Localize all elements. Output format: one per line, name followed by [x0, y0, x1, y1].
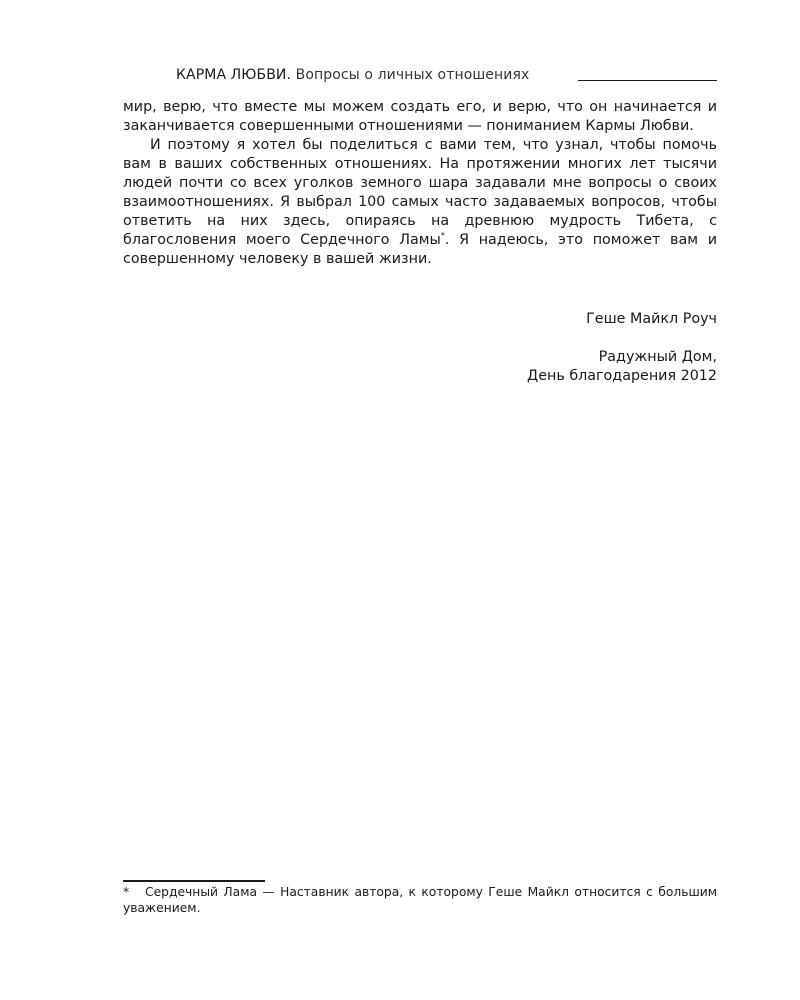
signature-place: Радужный Дом, [598, 349, 717, 365]
signature-author: Геше Майкл Роуч [586, 311, 717, 327]
footnote [123, 884, 717, 916]
running-head-rule [578, 80, 717, 81]
footnote-mark: * [123, 885, 130, 899]
footnote-text: Сердечный Лама — Наставник автора, к которому Геше Майкл относится с большим уважением. [123, 885, 717, 915]
paragraph-1: мир, верю, что вместе мы можем создать его, и верю, что он начинается и заканчивается совершенными отношениями — пониманием Кармы Любви. [123, 99, 717, 134]
paragraph-2-part-2: . Я надеюсь, это поможет вам и совершенному человеку в вашей жизни. [123, 232, 717, 267]
running-head [176, 66, 529, 84]
signature-date: День благодарения 2012 [527, 368, 717, 384]
footnote-reference: * [440, 231, 445, 240]
book-title: КАРМА ЛЮБВИ [176, 67, 287, 83]
paragraph-2-part-1: И поэтому я хотел бы поделиться с вами тем, что узнал, чтобы помочь вам в ваших собственных отношениях. На протяжении многих лет тысячи людей почти со всех уголков земного шара задавали мне вопросы о своих взаимоотношениях. Я выбрал 100 самых часто задаваемых вопросов, чтобы ответить на них здесь, опираясь на древнюю мудрость Тибета, с благословения моего Сердечного Ламы [123, 137, 717, 248]
book-subtitle: Вопросы о личных отношениях [295, 67, 530, 83]
paragraph-2 [123, 136, 717, 269]
running-head-separator: . [286, 67, 296, 83]
footnote-rule [123, 880, 265, 882]
main-text [123, 98, 717, 269]
